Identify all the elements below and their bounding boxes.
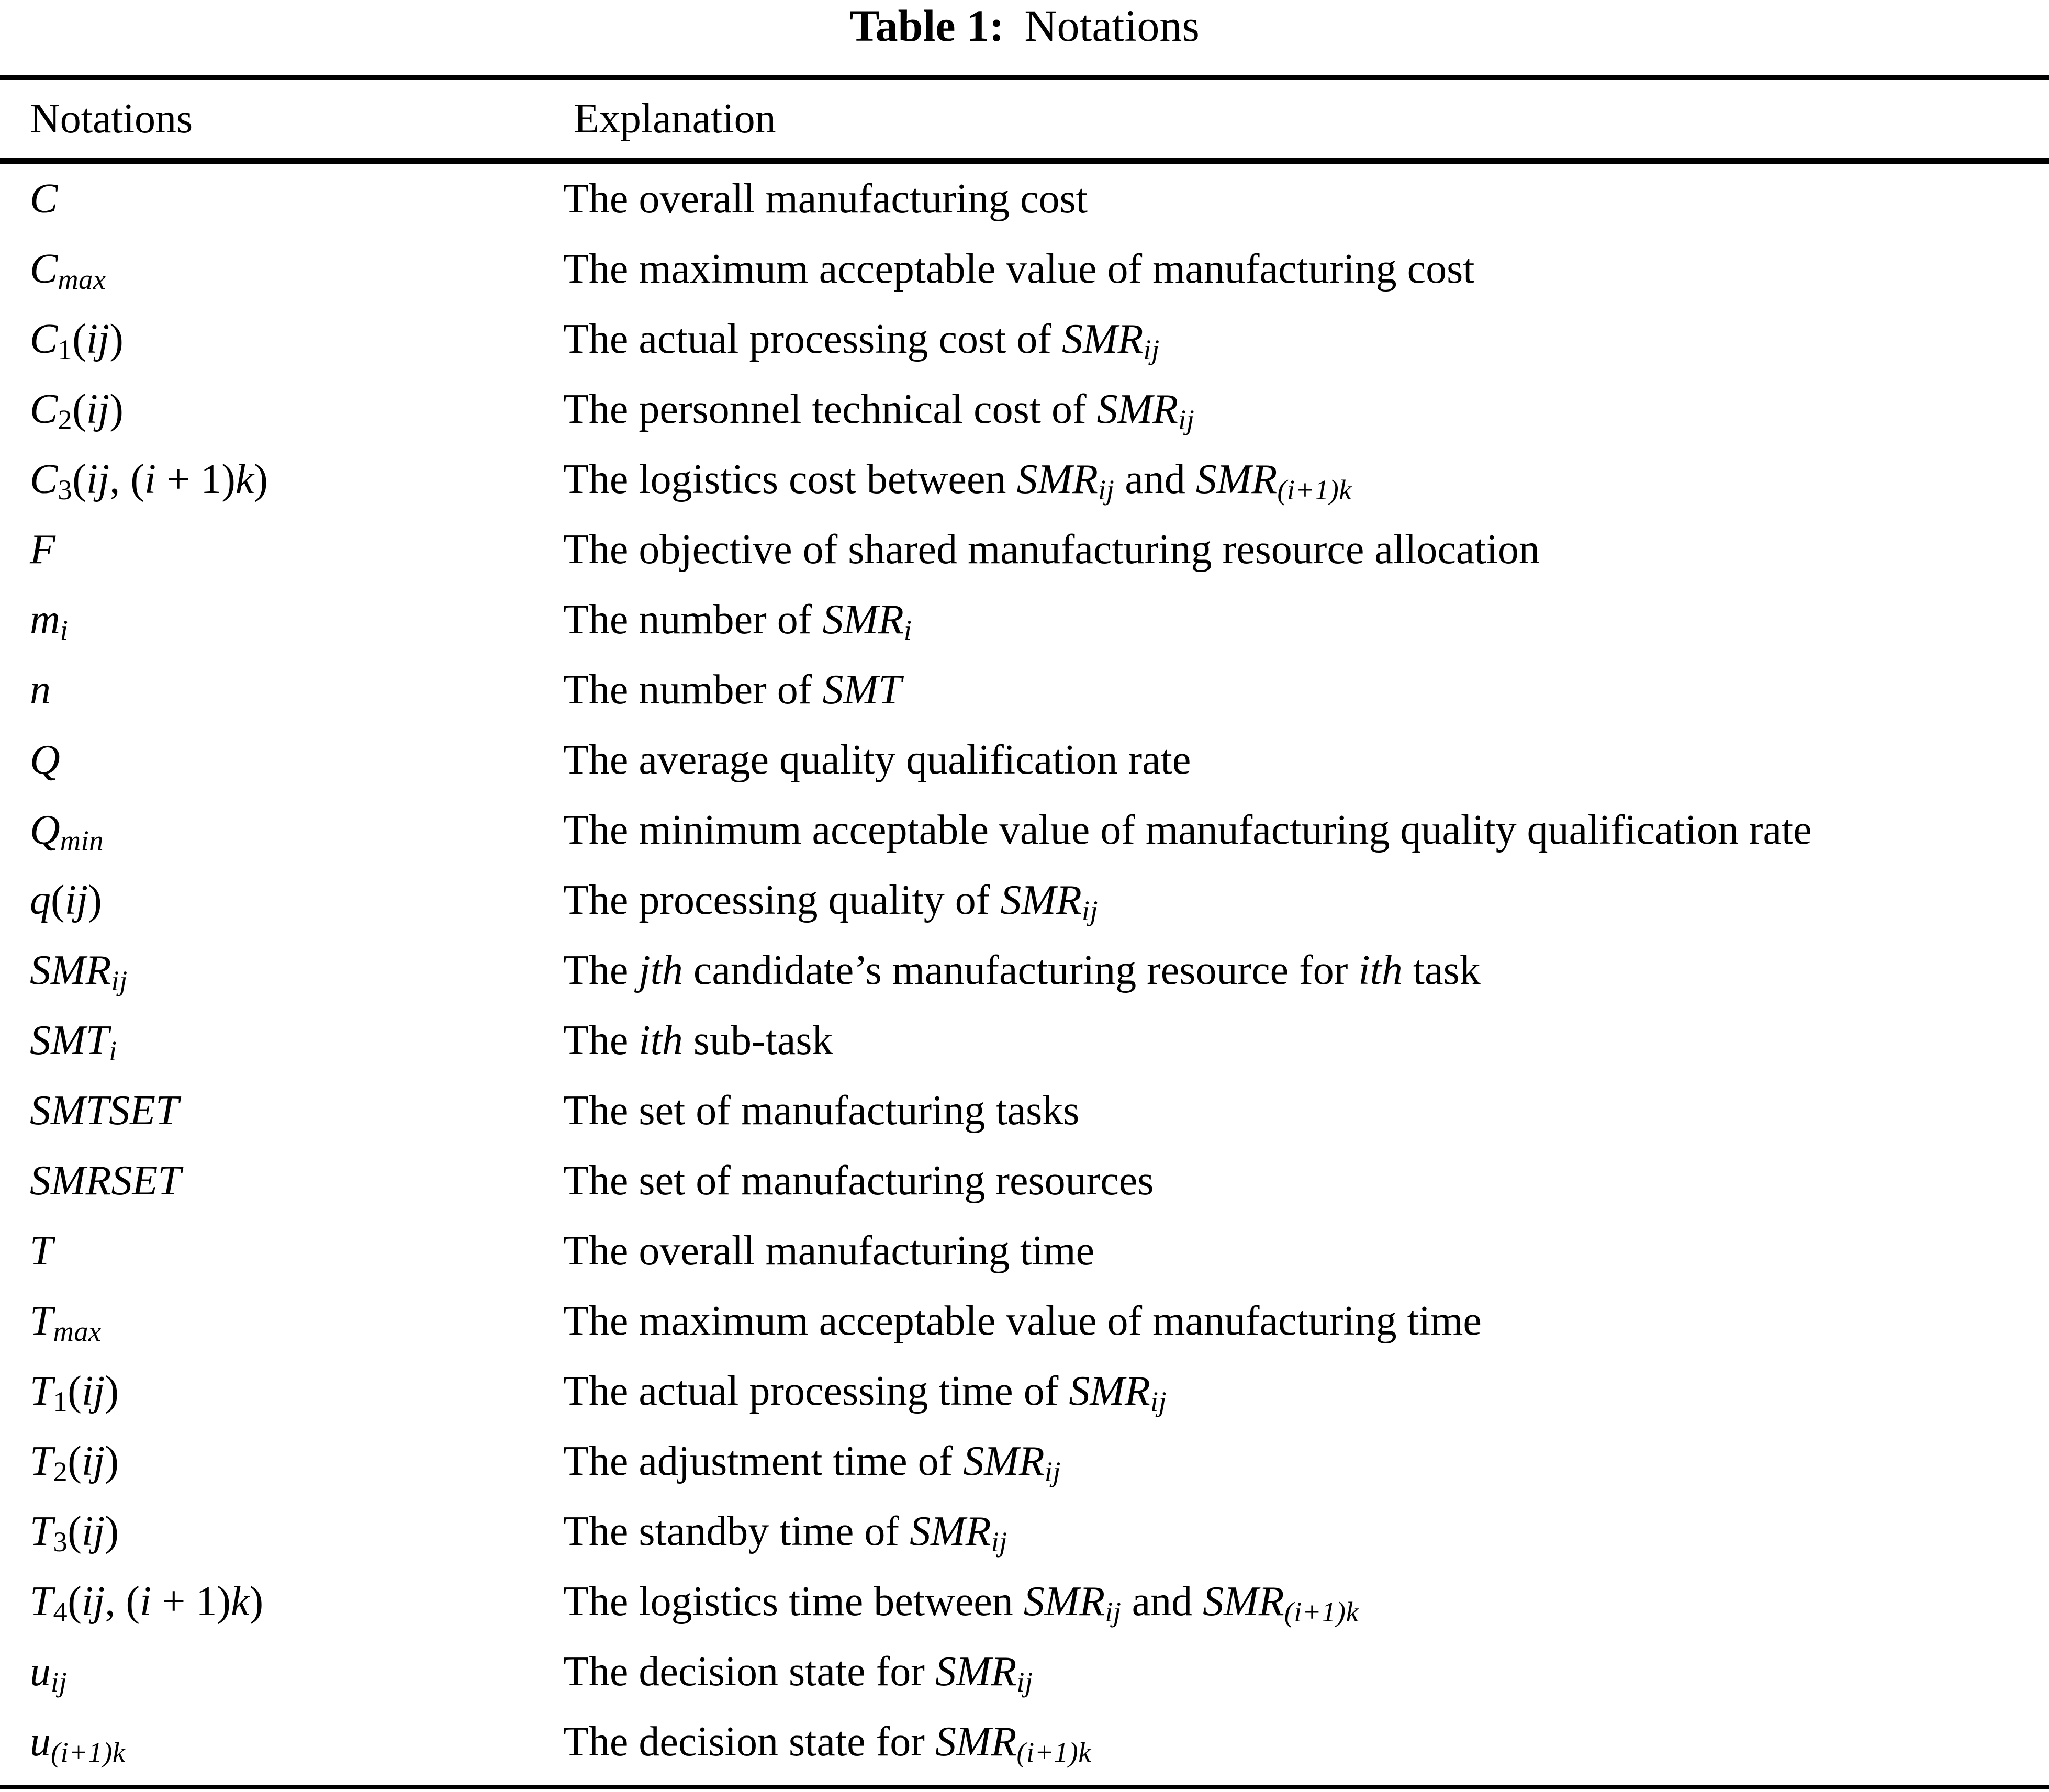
math-text: The average quality qualification rate (563, 737, 1191, 783)
explanation-cell (563, 795, 2018, 865)
math-text: The logistics cost between (563, 456, 1017, 502)
notation-cell (30, 1566, 563, 1647)
math-text: ij (81, 1438, 105, 1484)
explanation-cell (563, 234, 2018, 304)
math-text: C (30, 386, 58, 432)
math-text: ( (68, 1508, 82, 1554)
notation-cell (30, 1286, 563, 1367)
math-text: ith (639, 1017, 683, 1063)
notation-cell (30, 865, 563, 935)
math-text: T (30, 1368, 53, 1414)
explanation-cell (563, 935, 2018, 1005)
header-notations: Notations (30, 96, 193, 142)
math-text: The minimum acceptable value of manufacturing quality qualification rate (563, 807, 1812, 853)
math-subscript: 2 (58, 404, 73, 435)
math-text: SMR (30, 947, 111, 993)
table-row (0, 374, 2049, 444)
notation-cell (30, 234, 563, 315)
explanation-cell (563, 1707, 2018, 1787)
explanation-cell (563, 1426, 2018, 1507)
table-row (0, 725, 2049, 795)
math-text: , ( (109, 456, 144, 502)
math-text: SMR (1016, 456, 1098, 502)
math-subscript: ij (51, 1666, 68, 1698)
math-subscript: ij (111, 965, 128, 996)
math-subscript: ij (1044, 1455, 1061, 1487)
table-row (0, 1496, 2049, 1566)
math-subscript: ij (1016, 1666, 1033, 1698)
notation-cell (30, 1216, 563, 1286)
notation-cell (30, 1005, 563, 1086)
math-text: ij (86, 386, 110, 432)
math-text: ( (68, 1438, 82, 1484)
math-subscript: ij (1081, 894, 1099, 926)
math-text: candidate’s manufacturing resource for (682, 947, 1359, 993)
header-explanation: Explanation (574, 96, 776, 142)
table-row (0, 1356, 2049, 1426)
math-text: task (1402, 947, 1481, 993)
math-text: k (230, 1578, 250, 1625)
math-text: SMT (822, 667, 902, 713)
notation-cell (30, 1146, 563, 1216)
math-text: C (30, 246, 58, 292)
notation-cell (30, 585, 563, 665)
math-text: SMR (1000, 877, 1082, 923)
math-subscript: (i+1)k (1277, 474, 1352, 506)
math-text: The (563, 947, 639, 993)
math-text: SMR (1062, 316, 1144, 362)
math-text: SMR (910, 1508, 991, 1554)
math-text: C (30, 176, 58, 222)
math-text: The set of manufacturing tasks (563, 1088, 1080, 1134)
math-text: SMR (935, 1719, 1017, 1765)
explanation-cell (563, 1216, 2018, 1286)
math-text: n (30, 667, 51, 713)
explanation-cell (563, 514, 2018, 585)
notation-cell (30, 935, 563, 1016)
math-text: ij (86, 456, 110, 502)
explanation-cell (563, 304, 2018, 385)
math-text: ij (81, 1508, 105, 1554)
table-row (0, 865, 2049, 935)
math-text: ( (72, 386, 86, 432)
explanation-cell (563, 1286, 2018, 1356)
math-text: The standby time of (563, 1508, 910, 1554)
math-text: The maximum acceptable value of manufacturing cost (563, 246, 1475, 292)
math-subscript: i (60, 614, 69, 646)
notation-cell (30, 1426, 563, 1507)
math-text: jth (639, 947, 683, 993)
math-subscript: ij (1105, 1596, 1122, 1628)
math-text: T (30, 1228, 53, 1274)
math-text: ) (109, 316, 124, 362)
math-text: The actual processing time of (563, 1368, 1069, 1414)
table-row (0, 1076, 2049, 1146)
notation-cell (30, 795, 563, 876)
math-text: SMTSET (30, 1088, 179, 1134)
math-text: ( (72, 456, 86, 502)
math-text: ij (81, 1368, 105, 1414)
math-text: ij (64, 877, 88, 923)
math-text: q (30, 877, 51, 923)
explanation-cell (563, 1356, 2018, 1437)
table-row (0, 655, 2049, 725)
table-top-rule (0, 75, 2049, 80)
math-text: SMR (1195, 456, 1278, 502)
notation-cell (30, 304, 563, 385)
math-text: C (30, 456, 58, 502)
math-text: SMR (1096, 386, 1179, 432)
table-rows (0, 164, 2049, 1777)
math-subscript: 2 (53, 1455, 68, 1487)
math-text: T (30, 1298, 53, 1344)
notation-cell (30, 1356, 563, 1437)
math-text: The processing quality of (563, 877, 1001, 923)
math-subscript: 1 (58, 333, 73, 365)
math-text: ) (254, 456, 268, 502)
math-text: SMR (822, 597, 904, 643)
math-subscript: max (58, 263, 106, 295)
math-text: SMT (30, 1017, 109, 1063)
explanation-cell (563, 585, 2018, 665)
math-subscript: ij (991, 1526, 1007, 1558)
math-text: i (139, 1578, 152, 1625)
math-text: The overall manufacturing cost (563, 176, 1088, 222)
table-row (0, 585, 2049, 655)
math-text: The number of (563, 667, 823, 713)
math-text: T (30, 1578, 53, 1625)
notation-cell (30, 514, 563, 585)
math-text: ( (51, 877, 65, 923)
table-caption (0, 0, 2049, 75)
math-text: ij (86, 316, 110, 362)
explanation-cell (563, 1496, 2018, 1577)
table-row (0, 1707, 2049, 1777)
table-caption-title: Notations (1024, 1, 1200, 51)
table-row (0, 164, 2049, 234)
math-subscript: min (60, 824, 104, 856)
math-text: ) (109, 386, 124, 432)
math-text: k (235, 456, 254, 502)
math-text: + 1) (156, 456, 236, 502)
math-text: + 1) (151, 1578, 231, 1625)
explanation-cell (563, 1637, 2018, 1717)
math-text: SMRSET (30, 1158, 181, 1204)
table-row (0, 444, 2049, 514)
explanation-cell (563, 1566, 2018, 1647)
notation-cell (30, 444, 563, 525)
table-row (0, 1426, 2049, 1496)
math-text: The overall manufacturing time (563, 1228, 1095, 1274)
math-text: The number of (563, 597, 823, 643)
math-subscript: ij (1143, 333, 1160, 365)
notation-cell (30, 374, 563, 455)
table-row (0, 795, 2049, 865)
table-row (0, 1637, 2049, 1707)
math-text: The set of manufacturing resources (563, 1158, 1154, 1204)
notation-cell (30, 164, 563, 234)
math-subscript: 3 (53, 1526, 68, 1558)
math-text: The personnel technical cost of (563, 386, 1097, 432)
math-text: The decision state for (563, 1649, 935, 1695)
math-text: SMR (963, 1438, 1045, 1484)
notation-cell (30, 1076, 563, 1146)
math-text: The adjustment time of (563, 1438, 964, 1484)
math-text: The maximum acceptable value of manufacturing time (563, 1298, 1482, 1344)
table-row (0, 935, 2049, 1005)
math-text: and (1114, 456, 1196, 502)
notation-cell (30, 1637, 563, 1717)
math-text: Q (30, 807, 60, 853)
math-text: The actual processing cost of (563, 316, 1062, 362)
math-text: , ( (105, 1578, 140, 1625)
math-text: SMR (1203, 1578, 1284, 1625)
explanation-cell (563, 164, 2018, 234)
math-text: u (30, 1649, 51, 1695)
math-text: ) (105, 1438, 119, 1484)
math-text: ij (81, 1578, 105, 1625)
table-row (0, 1216, 2049, 1286)
math-subscript: ij (1178, 404, 1195, 435)
math-subscript: (i+1)k (51, 1736, 126, 1768)
explanation-cell (563, 655, 2018, 725)
math-subscript: 4 (53, 1596, 68, 1628)
notation-cell (30, 1496, 563, 1577)
math-text: ( (72, 316, 86, 362)
notation-cell (30, 725, 563, 795)
math-text: and (1121, 1578, 1203, 1625)
math-text: ) (88, 877, 102, 923)
math-subscript: 3 (58, 474, 73, 506)
math-text: C (30, 316, 58, 362)
math-subscript: 1 (53, 1385, 68, 1417)
explanation-cell (563, 1005, 2018, 1076)
table-row (0, 1146, 2049, 1216)
math-text: m (30, 597, 60, 643)
math-text: ) (105, 1508, 119, 1554)
math-text: Q (30, 737, 60, 783)
math-text: SMR (1023, 1578, 1105, 1625)
math-text: ith (1358, 947, 1403, 993)
explanation-cell (563, 865, 2018, 946)
math-text: The objective of shared manufacturing resource allocation (563, 527, 1540, 573)
table-caption-label: Table 1: (849, 1, 1004, 51)
table-header-rule (0, 158, 2049, 164)
math-subscript: ij (1150, 1385, 1167, 1417)
explanation-cell (563, 1076, 2018, 1146)
math-text: The (563, 1017, 639, 1063)
explanation-cell (563, 1146, 2018, 1216)
math-text: sub-task (682, 1017, 833, 1063)
table-row (0, 304, 2049, 374)
math-text: F (30, 527, 55, 573)
math-subscript: i (109, 1035, 117, 1067)
math-subscript: (i+1)k (1284, 1596, 1359, 1628)
math-text: T (30, 1508, 53, 1554)
math-text: ( (68, 1368, 82, 1414)
math-text: The decision state for (563, 1719, 935, 1765)
math-text: T (30, 1438, 53, 1484)
explanation-cell (563, 374, 2018, 455)
table-row (0, 514, 2049, 585)
table-row (0, 234, 2049, 304)
table-header-row (0, 80, 2049, 158)
table-row (0, 1005, 2049, 1076)
math-text: i (144, 456, 156, 502)
math-subscript: i (903, 614, 912, 646)
table-row (0, 1286, 2049, 1356)
math-subscript: ij (1098, 474, 1115, 506)
math-text: SMR (935, 1649, 1017, 1695)
explanation-cell (563, 444, 2018, 525)
math-text: u (30, 1719, 51, 1765)
table-row (0, 1566, 2049, 1637)
math-text: ( (68, 1578, 82, 1625)
math-text: SMR (1069, 1368, 1150, 1414)
math-subscript: (i+1)k (1016, 1736, 1092, 1768)
notation-cell (30, 655, 563, 725)
math-text: ) (105, 1368, 119, 1414)
notation-cell (30, 1707, 563, 1787)
explanation-cell (563, 725, 2018, 795)
math-text: ) (249, 1578, 264, 1625)
math-subscript: max (53, 1315, 102, 1347)
math-text: The logistics time between (563, 1578, 1024, 1625)
